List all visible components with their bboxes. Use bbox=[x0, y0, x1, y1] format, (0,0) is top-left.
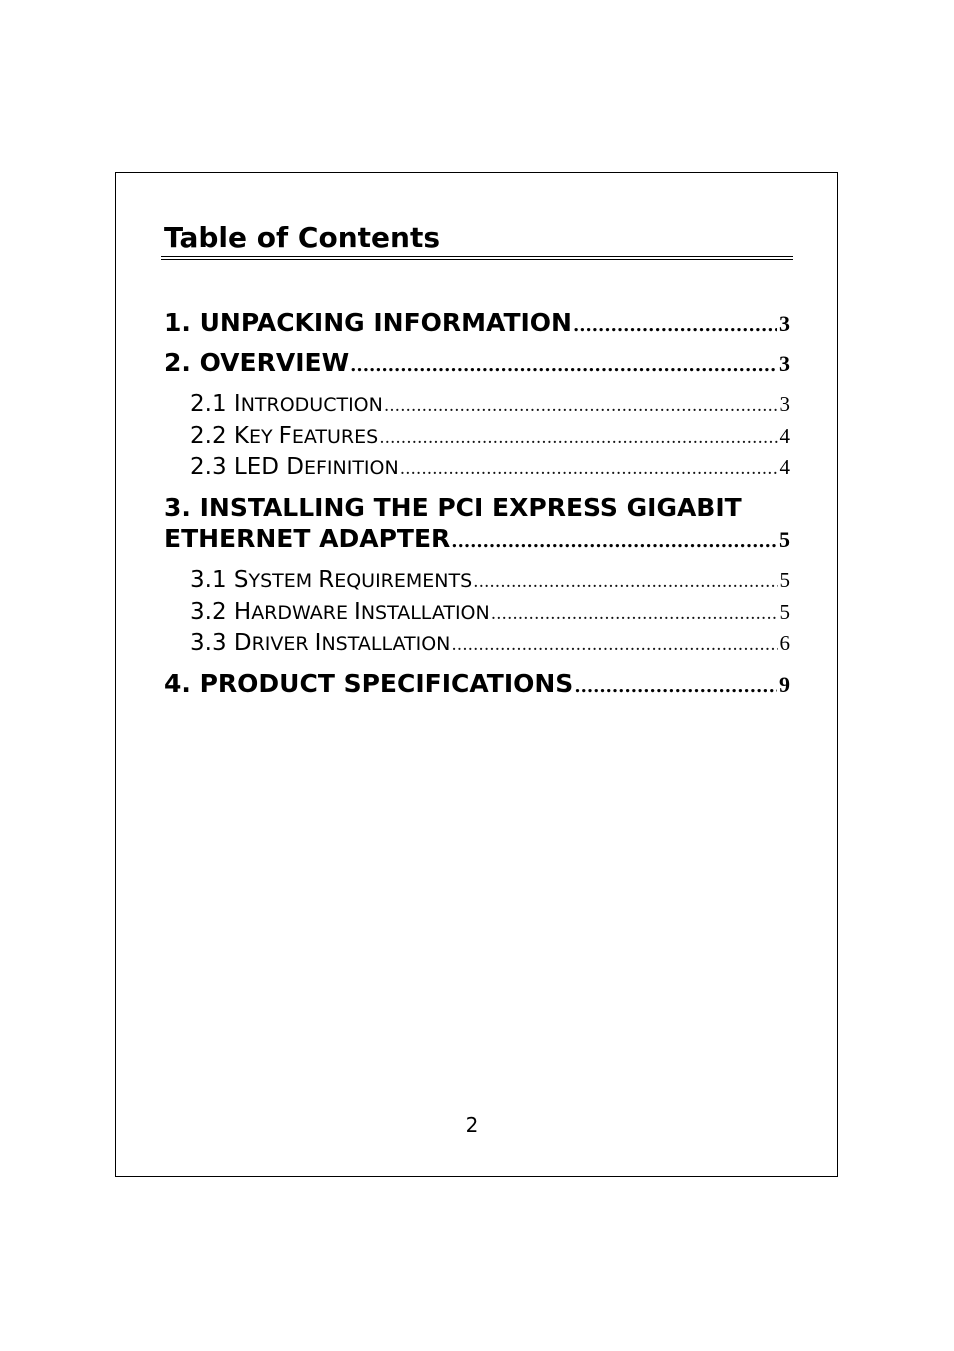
toc-page-number: 9 bbox=[779, 672, 790, 697]
toc-entry-unpacking-information[interactable] bbox=[164, 308, 790, 337]
toc-page-number: 5 bbox=[779, 600, 790, 624]
toc-dot-leader bbox=[473, 572, 777, 592]
toc-title: Table of Contents bbox=[164, 221, 441, 254]
toc-entry-label: 2.1 INTRODUCTION bbox=[190, 391, 383, 417]
toc-entry-label: ETHERNET ADAPTER bbox=[164, 524, 451, 553]
toc-page-number: 5 bbox=[779, 568, 790, 592]
toc-page-number: 5 bbox=[779, 527, 790, 552]
toc-entry-introduction[interactable] bbox=[190, 391, 790, 417]
toc-entry-installing-adapter[interactable] bbox=[164, 524, 790, 553]
toc-entry-key-features[interactable] bbox=[190, 423, 790, 449]
toc-page-number: 3 bbox=[779, 311, 790, 336]
toc-page-number: 4 bbox=[779, 424, 790, 448]
toc-entry-label: 2.2 KEY FEATURES bbox=[190, 423, 379, 449]
toc-dot-leader bbox=[574, 676, 777, 697]
toc-page-number: 3 bbox=[779, 351, 790, 376]
toc-entry-led-definition[interactable] bbox=[190, 454, 790, 480]
toc-entry-product-specifications[interactable] bbox=[164, 669, 790, 698]
toc-dot-leader bbox=[451, 531, 777, 552]
title-underline bbox=[161, 256, 793, 260]
toc-dot-leader bbox=[379, 428, 777, 448]
toc-entry-label: 3.2 HARDWARE INSTALLATION bbox=[190, 599, 490, 625]
toc-entry-label: 2.3 LED DEFINITION bbox=[190, 454, 399, 480]
toc-entry-label: 3.3 DRIVER INSTALLATION bbox=[190, 630, 451, 656]
page-number: 2 bbox=[465, 1113, 479, 1137]
toc-entry-driver-installation[interactable] bbox=[190, 630, 790, 656]
toc-page-number: 3 bbox=[779, 392, 790, 416]
toc-dot-leader bbox=[400, 459, 778, 479]
toc-entry-label: 4. PRODUCT SPECIFICATIONS bbox=[164, 669, 574, 698]
toc-dot-leader bbox=[384, 396, 778, 416]
toc-page-number: 6 bbox=[779, 631, 790, 655]
toc-page-number: 4 bbox=[779, 455, 790, 479]
toc-dot-leader bbox=[451, 635, 777, 655]
toc-entry-hardware-installation[interactable] bbox=[190, 599, 790, 625]
toc-dot-leader bbox=[573, 315, 777, 336]
toc-entry-system-requirements[interactable] bbox=[190, 567, 790, 593]
toc-entry-installing-line1[interactable]: 3. INSTALLING THE PCI EXPRESS GIGABIT bbox=[164, 493, 742, 522]
toc-entry-label: 2. OVERVIEW bbox=[164, 348, 350, 377]
toc-entry-overview[interactable] bbox=[164, 348, 790, 377]
toc-dot-leader bbox=[350, 355, 777, 376]
toc-entry-label: 1. UNPACKING INFORMATION bbox=[164, 308, 572, 337]
toc-dot-leader bbox=[491, 604, 778, 624]
toc-entry-label: 3.1 SYSTEM REQUIREMENTS bbox=[190, 567, 473, 593]
